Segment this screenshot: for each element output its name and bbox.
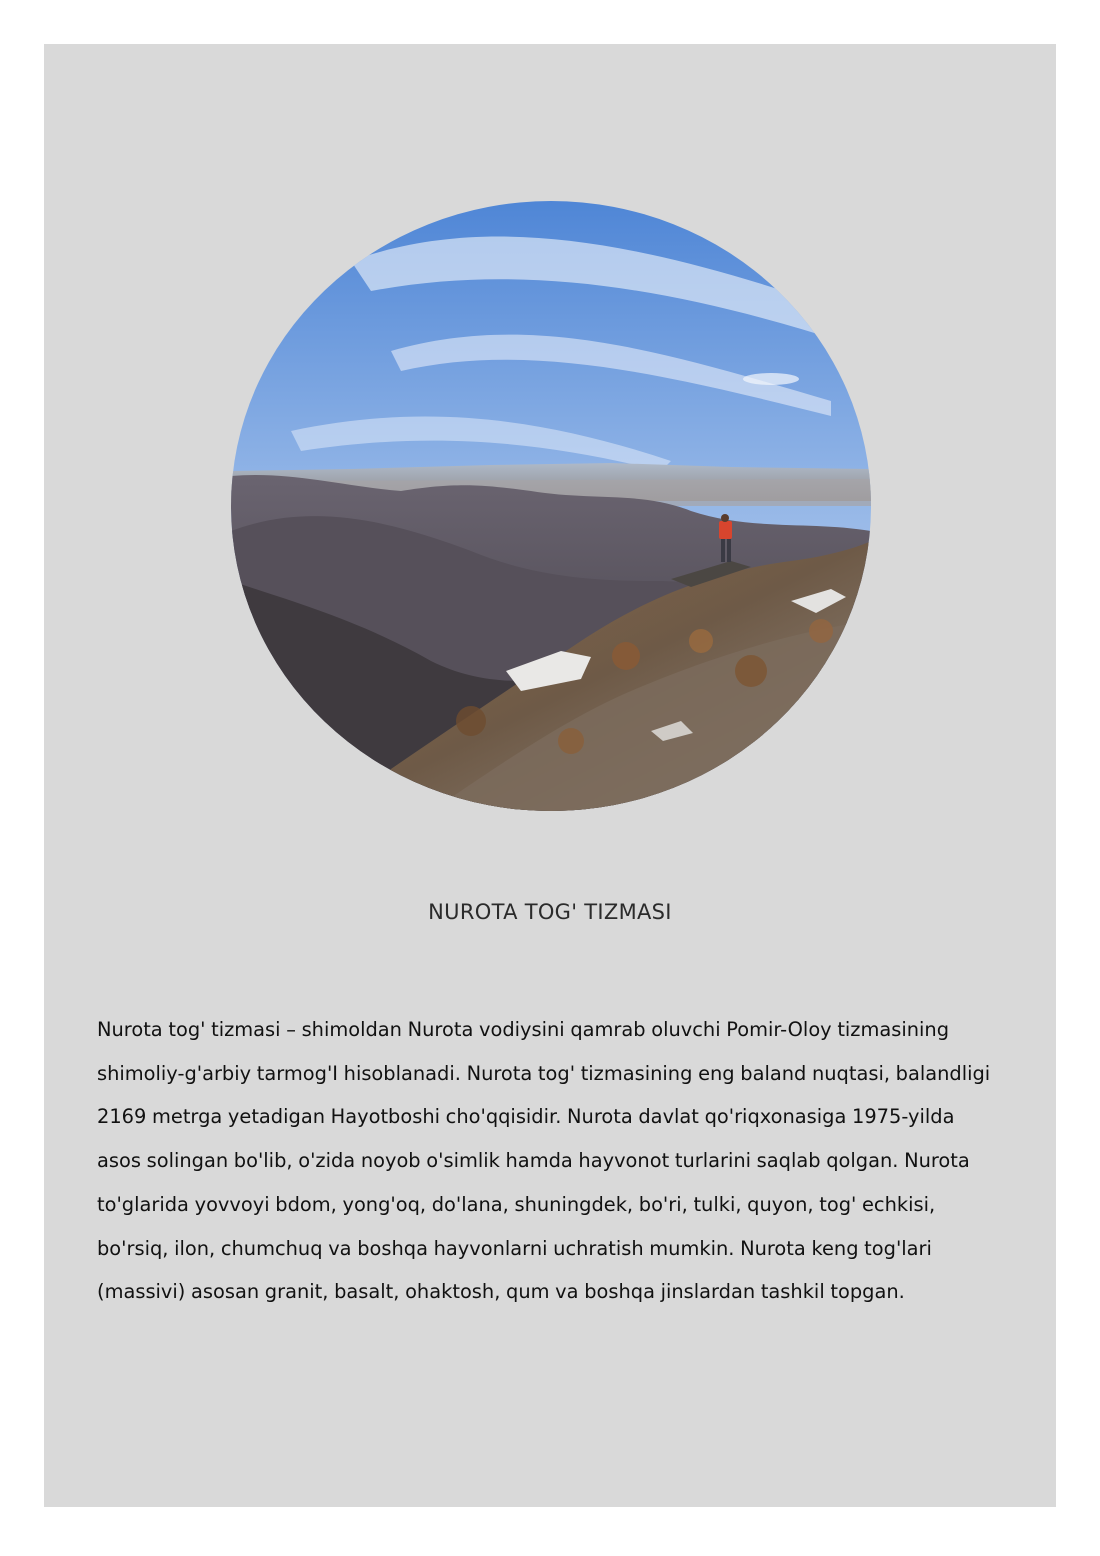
page-card — [44, 44, 1056, 1507]
mountain-photo — [231, 201, 871, 811]
body-paragraph: Nurota tog' tizmasi – shimoldan Nurota vodiysini qamrab oluvchi Pomir-Oloy tizmasining shimoliy-g'arbiy tarmog'I hisoblanadi. Nurota tog' tizmasining eng baland nuqtasi, balandligi 2169 metrga yetadigan Hayotboshi cho'qqisidir. Nurota davlat qo'riqxonasiga 1975-yilda asos solingan bo'lib, o'zida noyob o'simlik hamda hayvonot turlarini saqlab qolgan. Nurota to'glarida yovvoyi bdom, yong'oq, do'lana, shuningdek, bo'ri, tulki, quyon, tog' echkisi, bo'rsiq, ilon, chumchuq va boshqa hayvonlarni uchratish mumkin. Nurota keng tog'lari (massivi) asosan granit, basalt, ohaktosh, qum va boshqa jinslardan tashkil topgan. — [97, 1018, 991, 1304]
mountain-landscape-image — [231, 201, 871, 811]
page-title: NUROTA TOG' TIZMASI — [428, 900, 672, 924]
